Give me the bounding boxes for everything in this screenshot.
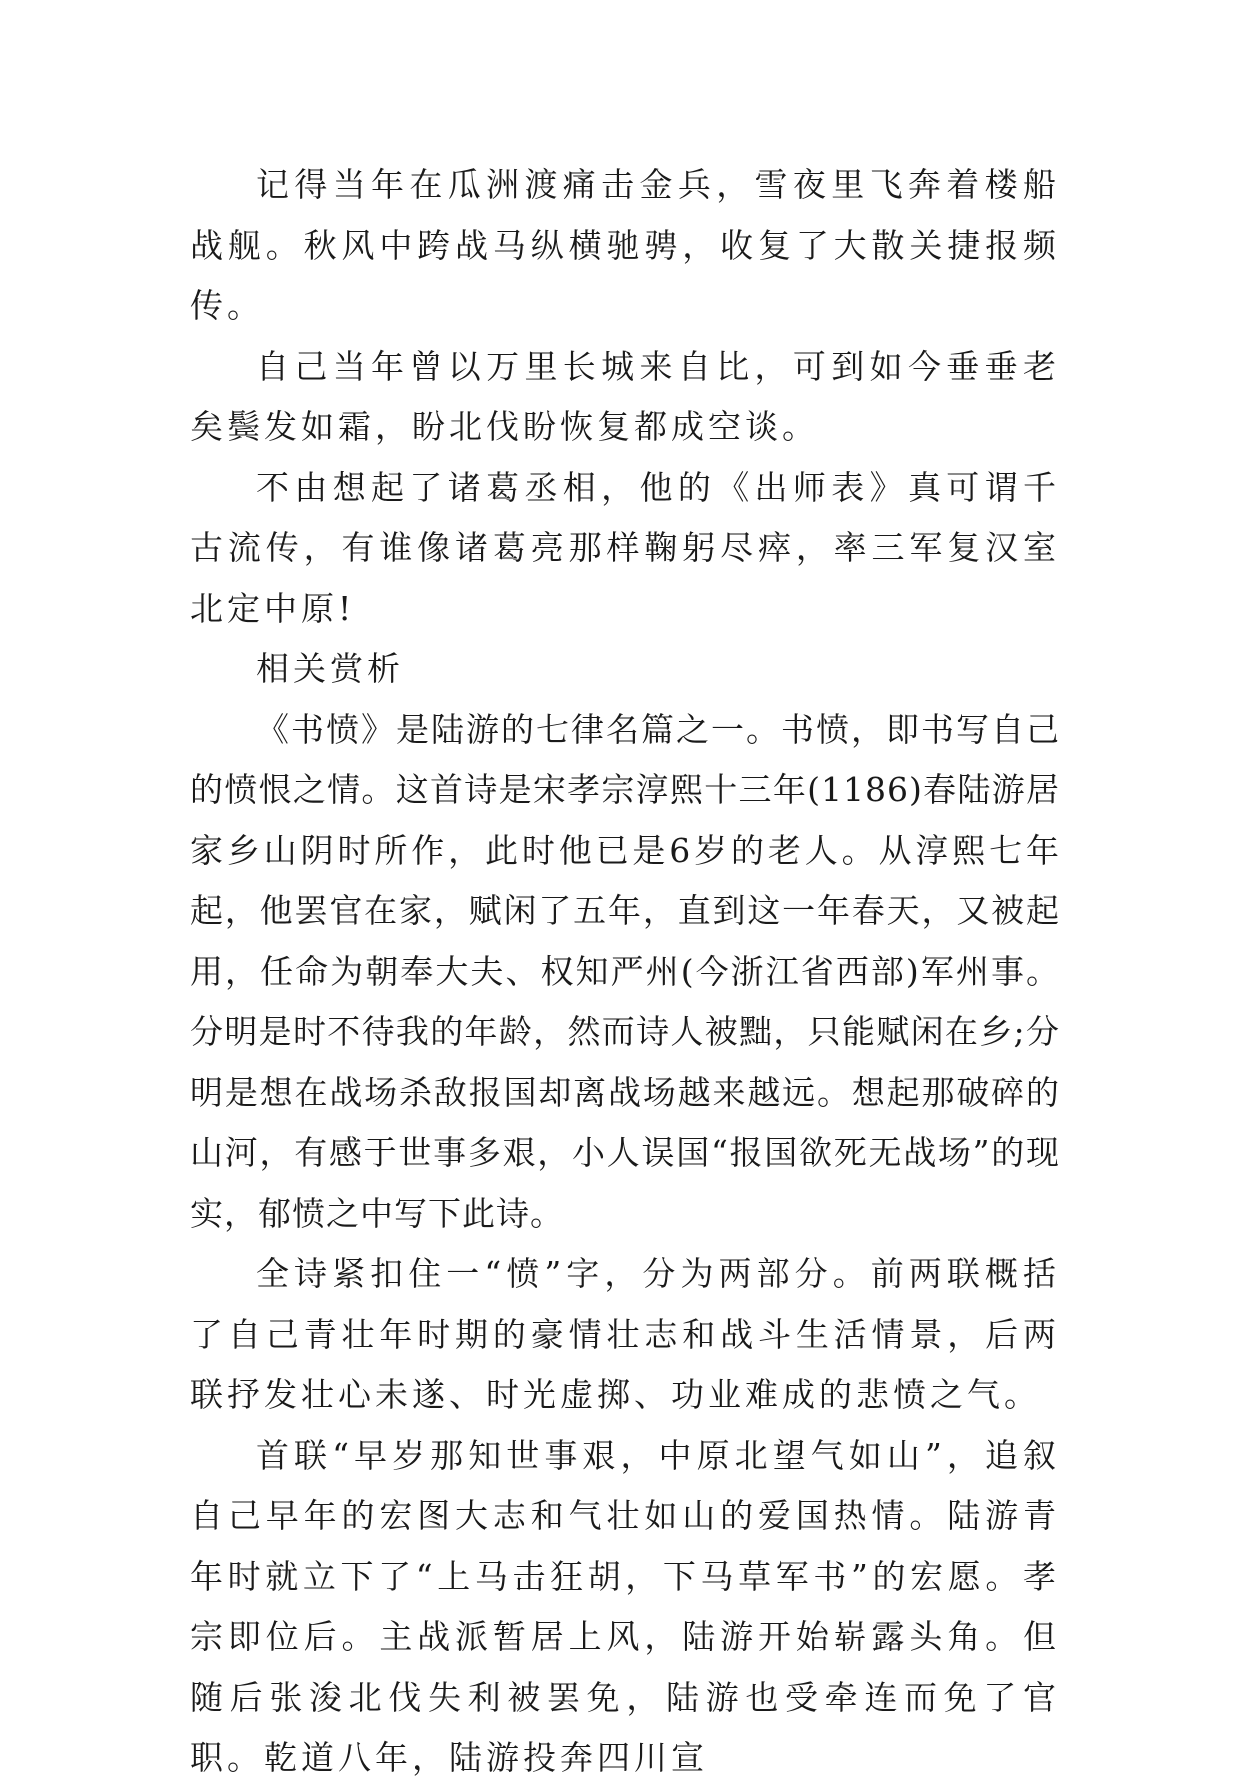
document-body (190, 155, 1060, 1789)
paragraph-first-couplet: 首联“早岁那知世事艰，中原北望气如山”，追叙自己早年的宏图大志和气壮如山的爱国热情。陆游青年时就立下了“上马击狂胡，下马草军书”的宏愿。孝宗即位后。主战派暂居上风，陆游开始崭露头角。但随后张浚北伐失利被罢免，陆游也受牵连而免了官职。乾道八年，陆游投奔四川宣 (190, 1435, 1060, 1777)
paragraph-zhuge-liang: 不由想起了诸葛丞相，他的《出师表》真可谓千古流传，有谁像诸葛亮那样鞠躬尽瘁，率三军复汉室北定中原! (190, 467, 1060, 628)
paragraph-great-wall: 自己当年曾以万里长城来自比，可到如今垂垂老矣鬓发如霜，盼北伐盼恢复都成空谈。 (190, 346, 1060, 446)
paragraph-recollection: 记得当年在瓜洲渡痛击金兵，雪夜里飞奔着楼船战舰。秋风中跨战马纵横驰骋，收复了大散关捷报频传。 (190, 165, 1060, 325)
paragraph-structure: 全诗紧扣住一“愤”字，分为两部分。前两联概括了自己青壮年时期的豪情壮志和战斗生活情景，后两联抒发壮心未遂、时光虚掷、功业难成的悲愤之气。 (190, 1254, 1060, 1414)
section-heading: 相关赏析 (256, 649, 404, 688)
paragraph-background: 《书愤》是陆游的七律名篇之一。书愤，即书写自己的愤恨之情。这首诗是宋孝宗淳熙十三年(1186)春陆游居家乡山阴时所作，此时他已是6岁的老人。从淳熙七年起，他罢官在家，赋闲了五年，直到这一年春天，又被起用，任命为朝奉大夫、权知严州(今浙江省西部)军州事。分明是时不待我的年龄，然而诗人被黜，只能赋闲在乡;分明是想在战场杀敌报国却离战场越来越远。想起那破碎的山河，有感于世事多艰，小人误国“报国欲死无战场”的现实，郁愤之中写下此诗。 (190, 709, 1060, 1233)
